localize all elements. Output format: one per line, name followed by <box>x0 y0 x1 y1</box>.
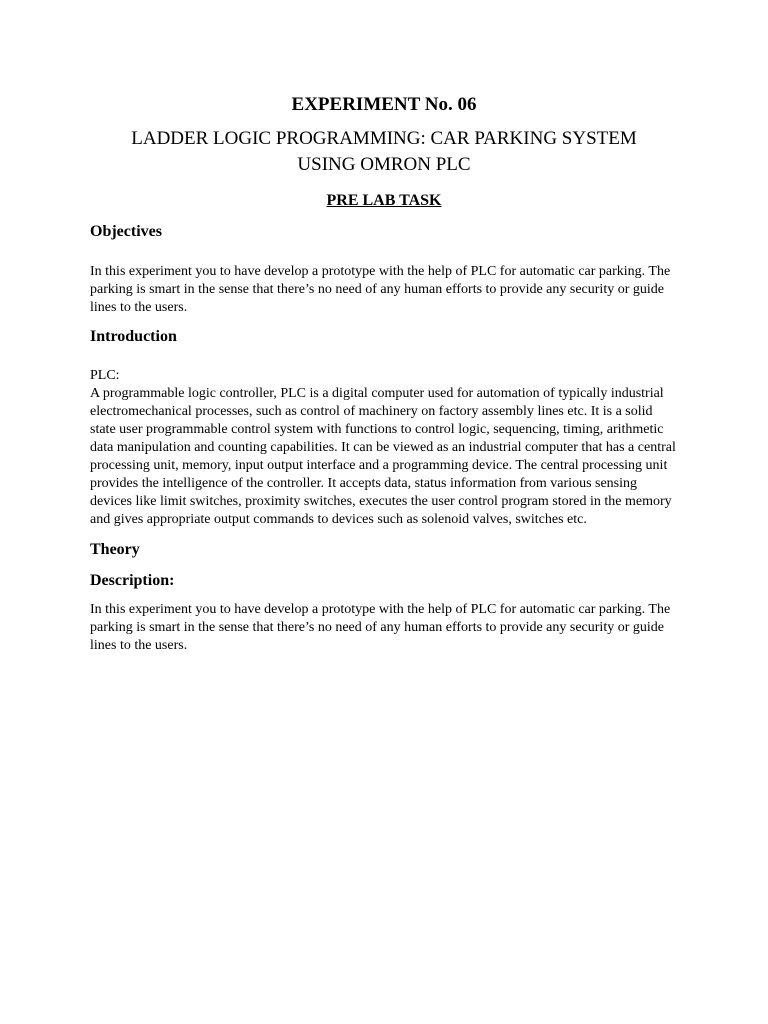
pre-lab-task-heading: PRE LAB TASK <box>326 192 442 209</box>
objectives-section <box>90 221 678 317</box>
objectives-heading: Objectives <box>90 223 162 240</box>
description-paragraph: In this experiment you to have develop a prototype with the help of PLC for automatic car parking. The parking is smart in the sense that there’s no need of any human efforts to provide any security or guide lines to the users. <box>90 602 671 653</box>
experiment-title: EXPERIMENT No. 06 <box>291 94 477 115</box>
theory-heading: Theory <box>90 541 140 558</box>
subtitle-line-1: LADDER LOGIC PROGRAMMING: CAR PARKING SYSTEM <box>131 128 637 149</box>
introduction-section <box>90 326 678 529</box>
introduction-paragraph: A programmable logic controller, PLC is a digital computer used for automation of typically industrial electromechanical processes, such as control of machinery on factory assembly lines etc. It is a solid state user programmable control system with functions to control logic, sequencing, timing, arithmetic data manipulation and counting capabilities. It can be viewed as an industrial computer that has a central processing unit, memory, input output interface and a programming device. The central processing unit provides the intelligence of the controller. It accepts data, status information from various sensing devices like limit switches, proximity switches, executes the user control program stored in the memory and gives appropriate output commands to devices such as solenoid valves, switches etc. <box>90 386 676 527</box>
description-heading: Description: <box>90 572 175 589</box>
plc-label: PLC: <box>90 368 120 383</box>
subtitle-line-2: USING OMRON PLC <box>297 154 471 175</box>
document-subtitle <box>90 126 678 178</box>
objectives-paragraph: In this experiment you to have develop a prototype with the help of PLC for automatic car parking. The parking is smart in the sense that there’s no need of any human efforts to provide any security or guide lines to the users. <box>90 264 671 315</box>
introduction-heading: Introduction <box>90 328 177 345</box>
document-body <box>90 92 678 655</box>
theory-section <box>90 539 678 655</box>
